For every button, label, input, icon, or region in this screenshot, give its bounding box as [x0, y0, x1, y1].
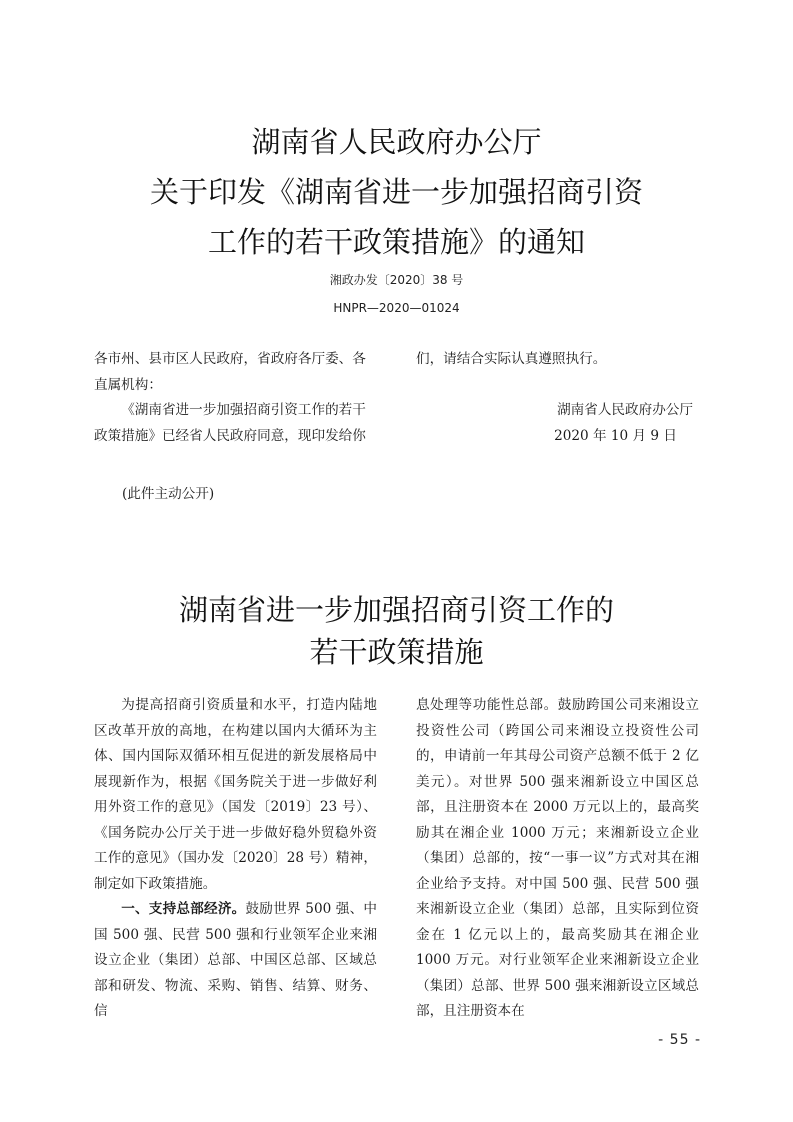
section-1-heading: 一、支持总部经济。: [121, 901, 246, 917]
section-1-text: 鼓励世界 500 强、中国 500 强、民营 500 强和行业领军企业来湘设立企业（集团）总部、中国区总部、区域总部和研发、物流、采购、销售、结算、财务、信: [94, 901, 377, 1019]
notice-title-line-2: 关于印发《湖南省进一步加强招商引资: [149, 175, 643, 209]
notice-body-line-3: 们，请结合实际认真遵照执行。: [416, 351, 607, 367]
notice-body-line-1: 《湖南省进一步加强招商引资工作的若干: [121, 402, 366, 418]
page-number: - 55 -: [658, 1032, 701, 1048]
notice-title-line-3: 工作的若干政策措施》的通知: [207, 225, 585, 259]
policy-right-text: 息处理等功能性总部。鼓励跨国公司来湘设立投资性公司（跨国公司来湘设立投资性公司的，申请前一年其母公司资产总额不低于 2 亿美元）。对世界 500 强来湘新设立中国区总部，且注册资本在 2000 万元以上的，最高奖励其在湘企业 1000 万元；来湘新设立企业（集团）总部的，按“一事一议”方式对其在湘企业给予支持。对中国 500 强、民营 500 强来湘新设立企业（集团）总部，且实际到位资金在 1 亿元以上的，最高奖励其在湘企业 1000 万元。对行业领军企业来湘新设立企业（集团）总部、世界 500 强来湘新设立区域总部，且注册资本在: [416, 697, 699, 1019]
policy-title-line-1: 湖南省进一步加强招商引资工作的: [178, 593, 614, 627]
document-number: 湘政办发〔2020〕38 号: [329, 273, 464, 287]
issue-date: 2020 年 10 月 9 日: [554, 427, 677, 444]
issuer: 湖南省人民政府办公厅: [557, 402, 693, 418]
notice-body-line-2: 政策措施》已经省人民政府同意，现印发给你: [94, 427, 366, 444]
policy-left-column: [94, 693, 377, 1025]
notice-right-column: [416, 347, 699, 449]
addressee-line-1: 各市州、县市区人民政府，省政府各厅委、各: [94, 351, 366, 367]
notice-title-line-1: 湖南省人民政府办公厅: [251, 125, 542, 159]
addressee-line-2: 直属机构：: [94, 376, 162, 393]
policy-title-line-2: 若干政策措施: [309, 635, 484, 669]
section-1-paragraph: [94, 897, 377, 1025]
record-number: HNPR—2020—01024: [333, 301, 460, 315]
notice-left-column: [94, 347, 377, 449]
policy-right-column: [416, 693, 699, 1025]
policy-intro: 为提高招商引资质量和水平，打造内陆地区改革开放的高地，在构建以国内大循环为主体、国内国际双循环相互促进的新发展格局中展现新作为，根据《国务院关于进一步做好利用外资工作的意见》（国发〔2019〕23 号）、《国务院办公厅关于进一步做好稳外贸稳外资工作的意见》（国办发〔2020〕28 号）精神，制定如下政策措施。: [94, 697, 377, 892]
publication-note: (此件主动公开): [122, 486, 215, 502]
